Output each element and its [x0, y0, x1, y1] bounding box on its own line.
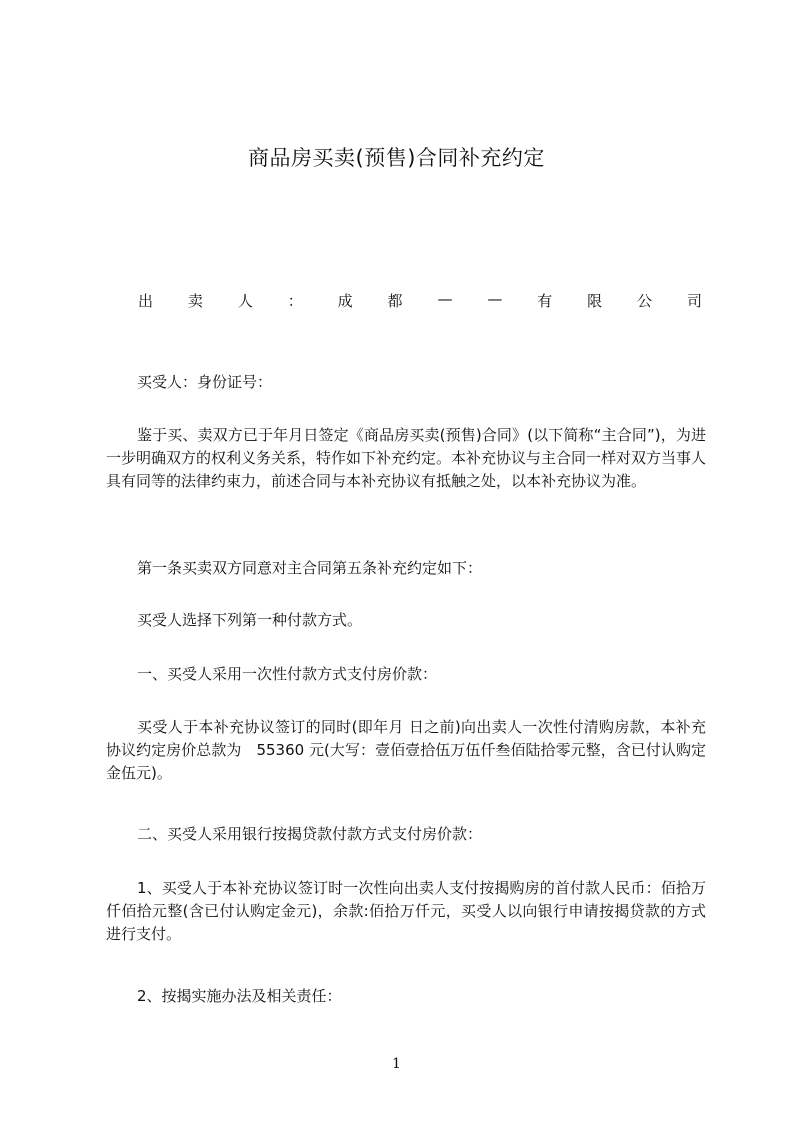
seller-char: 人: [237, 292, 253, 310]
seller-char: 成: [337, 292, 353, 310]
seller-char: 有: [537, 292, 553, 310]
seller-line: [138, 290, 702, 311]
seller-char: 公: [637, 292, 653, 310]
option-two-item-one: 1、买受人于本补充协议签订时一次性向出卖人支付按揭购房的首付款人民币：佰拾万仟佰拾元整(含已付认购定金元)，余款:佰拾万仟元，买受人以向银行申请按揭贷款的方式进行支付。: [106, 879, 706, 943]
seller-char: 出: [138, 292, 154, 310]
seller-char: —: [437, 290, 453, 308]
option-two-item-two: 2、按揭实施办法及相关责任：: [137, 987, 342, 1005]
page-number: 1: [392, 1056, 401, 1072]
payment-choice: 买受人选择下列第一种付款方式。: [137, 611, 363, 629]
seller-char: ：: [287, 292, 303, 310]
option-one-body: 买受人于本补充协议签订的同时(即年月 日之前)向出卖人一次性付清购房款，本补充协议约定房价总款为 55360 元(大写：壹佰壹拾伍万伍仟叁佰陆拾零元整，含已付认购定金伍元)。: [106, 718, 706, 782]
buyer-line: 买受人：身份证号：: [137, 373, 273, 391]
seller-char: —: [487, 290, 503, 308]
intro-paragraph: 鉴于买、卖双方已于年月日签定《商品房买卖(预售)合同》(以下简称“主合同”)，为进一步明确双方的权利义务关系，特作如下补充约定。本补充协议与主合同一样对双方当事人具有同等的法律约束力，前述合同与本补充协议有抵触之处，以本补充协议为准。: [106, 426, 707, 490]
option-one-heading: 一、买受人采用一次性付款方式支付房价款：: [137, 665, 438, 683]
seller-char: 司: [686, 292, 702, 310]
seller-char: 卖: [187, 292, 203, 310]
option-two-heading: 二、买受人采用银行按揭贷款付款方式支付房价款：: [137, 825, 483, 843]
document-title: 商品房买卖(预售)合同补充约定: [248, 146, 545, 170]
article-one: 第一条买卖双方同意对主合同第五条补充约定如下：: [137, 559, 483, 577]
seller-char: 都: [387, 292, 403, 310]
seller-char: 限: [587, 292, 603, 310]
